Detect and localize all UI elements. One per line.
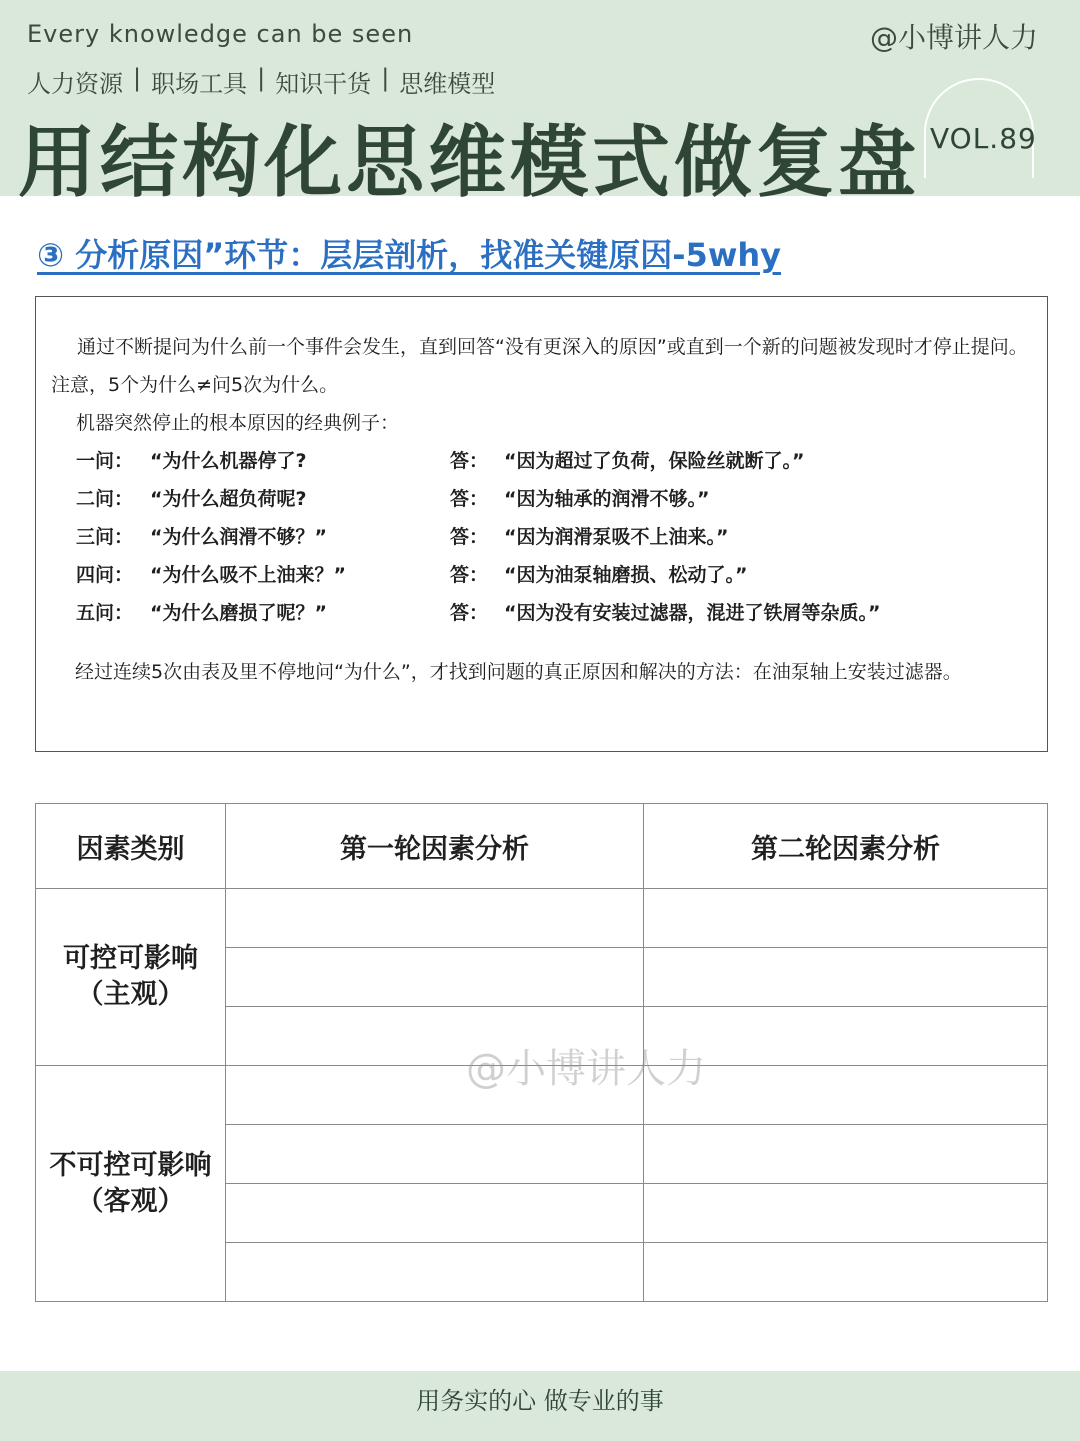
category-qualifier: （主观） bbox=[76, 979, 185, 1010]
table-cell bbox=[644, 1007, 1048, 1066]
question-label: 一问： bbox=[76, 450, 134, 472]
intro-paragraph: 通过不断提问为什么前一个事件会发生，直到回答“没有更深入的原因”或直到一个新的问题被发现时才停止提问。注意，5个为什么≠问5次为什么。 bbox=[51, 336, 1028, 396]
answer-text: “因为没有安装过滤器，混进了铁屑等杂质。” bbox=[504, 602, 881, 624]
footer-banner bbox=[0, 1371, 1080, 1441]
tagline: Every knowledge can be seen bbox=[27, 20, 414, 48]
table-cell bbox=[644, 1125, 1048, 1184]
answer-label: 答： bbox=[450, 526, 489, 548]
table-cell bbox=[644, 889, 1048, 948]
category-item: 知识干货 bbox=[275, 70, 372, 98]
category-item: 职场工具 bbox=[151, 70, 248, 98]
column-header-round-one: 第一轮因素分析 bbox=[226, 804, 644, 889]
answer-text: “因为超过了负荷，保险丝就断了。” bbox=[504, 450, 805, 472]
question-text: “为什么超负荷呢? bbox=[150, 488, 307, 510]
table-row bbox=[36, 889, 1048, 948]
question-label: 四问： bbox=[76, 564, 134, 586]
table-header-row bbox=[36, 804, 1048, 889]
answer-text: “因为轴承的润滑不够。” bbox=[504, 488, 710, 510]
page-title: 用结构化思维模式做复盘 bbox=[18, 118, 921, 208]
header-banner bbox=[0, 0, 1080, 208]
column-header-round-two: 第二轮因素分析 bbox=[644, 804, 1048, 889]
answer-label: 答： bbox=[450, 488, 489, 510]
table-cell bbox=[644, 1243, 1048, 1302]
answer-text: “因为润滑泵吸不上油来。” bbox=[504, 526, 729, 548]
answer-label: 答： bbox=[450, 602, 489, 624]
category-name: 不可控可影响 bbox=[49, 1149, 212, 1181]
section-heading: ③ 分析原因”环节：层层剖析，找准关键原因-5why bbox=[37, 236, 782, 274]
question-text: “为什么磨损了呢？” bbox=[150, 602, 327, 624]
table-cell bbox=[644, 948, 1048, 1007]
category-separator: | bbox=[133, 64, 142, 92]
question-text: “为什么吸不上油来？” bbox=[150, 564, 346, 586]
answer-label: 答： bbox=[450, 450, 489, 472]
category-name: 可控可影响 bbox=[63, 943, 198, 974]
question-label: 三问： bbox=[76, 526, 134, 548]
column-header-category: 因素类别 bbox=[36, 804, 226, 889]
category-separator: | bbox=[381, 64, 390, 92]
watermark: @小博讲人力 bbox=[466, 1046, 706, 1092]
table-cell bbox=[226, 1243, 644, 1302]
author-handle: @小博讲人力 bbox=[869, 21, 1038, 54]
table-cell bbox=[644, 1066, 1048, 1125]
question-label: 二问： bbox=[76, 488, 134, 510]
category-item: 思维模型 bbox=[399, 70, 496, 98]
category-cell-subjective bbox=[36, 889, 226, 1066]
table-cell bbox=[226, 1007, 644, 1066]
category-cell-objective bbox=[36, 1066, 226, 1302]
example-intro: 机器突然停止的根本原因的经典例子： bbox=[76, 412, 400, 434]
table-cell bbox=[644, 1184, 1048, 1243]
table-cell bbox=[226, 948, 644, 1007]
volume-label: VOL.89 bbox=[930, 122, 1037, 155]
question-text: “为什么机器停了? bbox=[150, 450, 307, 472]
table-row bbox=[36, 1066, 1048, 1125]
footer-slogan: 用务实的心 做专业的事 bbox=[416, 1387, 664, 1415]
category-list bbox=[27, 64, 495, 99]
table-cell bbox=[226, 1066, 644, 1125]
table-cell bbox=[226, 1125, 644, 1184]
table-cell bbox=[226, 889, 644, 948]
explanation-box bbox=[35, 296, 1048, 752]
question-text: “为什么润滑不够？” bbox=[150, 526, 327, 548]
answer-label: 答： bbox=[450, 564, 489, 586]
answer-text: “因为油泵轴磨损、松动了。” bbox=[504, 564, 748, 586]
category-separator: | bbox=[257, 64, 266, 92]
category-qualifier: （客观） bbox=[76, 1185, 185, 1217]
question-label: 五问： bbox=[76, 602, 134, 624]
table-cell bbox=[226, 1184, 644, 1243]
factor-analysis-table bbox=[35, 803, 1048, 1302]
category-item: 人力资源 bbox=[27, 70, 123, 98]
conclusion-paragraph: 经过连续5次由表及里不停地问“为什么”，才找到问题的真正原因和解决的方法：在油泵轴上安装过滤器。 bbox=[75, 661, 962, 683]
